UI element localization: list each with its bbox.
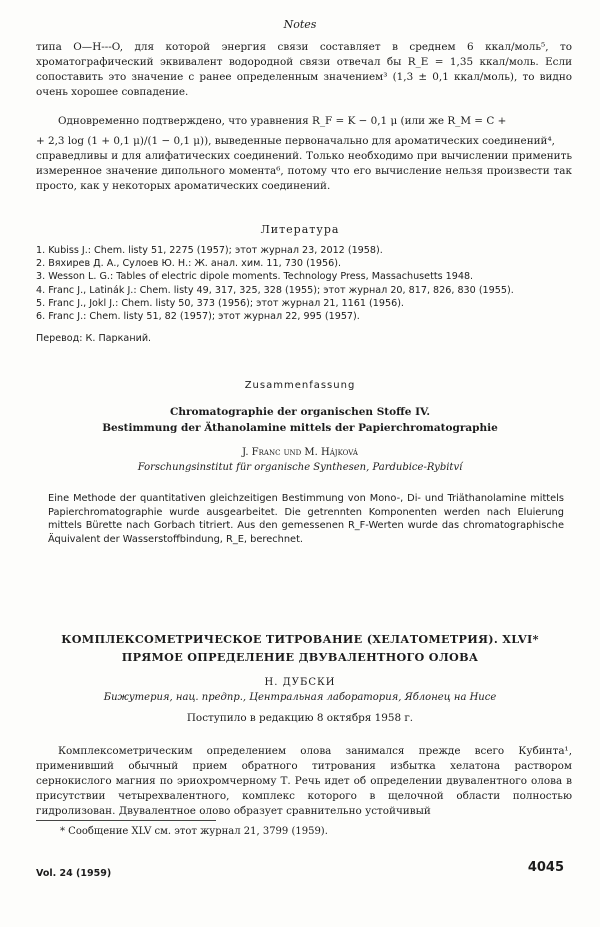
equation-line-1: Одновременно подтверждено, что уравнения R_F = K − 0,1 μ (или же R_M = C +: [58, 115, 507, 127]
article-body: [36, 744, 572, 819]
article-title-1: КОМПЛЕКСОМЕТРИЧЕСКОЕ ТИТРОВАНИЕ (ХЕЛАТОМЕТРИЯ). XLVI*: [61, 632, 539, 646]
article-body-text: Комплексометрическим определением олова занимался прежде всего Кубинта¹, применивший обычный прием обратного титрования избытка хелатона раствором сернокислого магния по эриохромчерному Т. Речь идет об определении двувалентного олова в присутствии четырехвалентного, комплекс которого в щелочной области полностью гидролизован. Двувалентное олово образует сравнительно устойчивый: [36, 745, 572, 817]
journal-volume: Vol. 24 (1959): [36, 868, 112, 879]
equation-line-2: + 2,3 log (1 + 0,1 μ)/(1 − 0,1 μ)), выведенные первоначально для ароматических соединений⁴,: [36, 135, 555, 147]
reference-list: [36, 244, 576, 323]
running-header: Notes: [283, 18, 317, 31]
intro-paragraph-2: [36, 114, 572, 194]
zusammenfassung-institute: Forschungsinstitut für organische Synthesen, Pardubice-Rybitví: [137, 462, 463, 473]
article-title-2: ПРЯМОЕ ОПРЕДЕЛЕНИЕ ДВУВАЛЕНТНОГО ОЛОВА: [121, 650, 479, 664]
intro-paragraph-1: [36, 40, 572, 100]
reference-item: 2. Вяхирев Д. А., Сулоев Ю. Н.: Ж. анал. хим. 11, 730 (1956).: [36, 258, 342, 270]
zusammenfassung-title-2: Bestimmung der Äthanolamine mittels der Papierchromatographie: [102, 422, 498, 434]
article-institute: Бижутерия, нац. предпр., Центральная лаборатория, Яблонец на Нисе: [103, 692, 497, 703]
footnote-rule: [36, 820, 216, 821]
reference-item: 3. Wesson L. G.: Tables of electric dipole moments. Technology Press, Massachusetts 1948.: [36, 271, 474, 283]
article-received-date: Поступило в редакцию 8 октября 1958 г.: [186, 712, 414, 724]
reference-item: 6. Franc J.: Chem. listy 51, 82 (1957); этот журнал 22, 995 (1957).: [36, 311, 360, 323]
zusammenfassung-body: Eine Methode der quantitativen gleichzeitigen Bestimmung von Mono-, Di- und Triäthanolamine mittels Papierchromatographie wurde ausgearbeitet. Die getrennten Komponenten werden nach Eluierung mittels Bürette nach Gorbach titriert. Aus den gemessenen R_F-Werten wurde das chromatographische Äquivalent der Wasserstoffbindung, R_E, berechnet.: [48, 493, 564, 545]
intro-text-2: справедливы и для алифатических соединений. Только необходимо при вычислении применить измеренное значение дипольного момента⁶, потому что его вычисление нельзя произвести так просто, как у некоторых ароматических соединений.: [36, 150, 572, 192]
zusammenfassung-heading: Zusammenfassung: [244, 380, 356, 391]
intro-text-1: типа O—H---O, для которой энергия связи составляет в среднем 6 ккал/моль⁵, то хроматографический эквивалент водородной связи отвечал бы R_E = 1,35 ккал/моль. Если сопоставить это значение с ранее определенным значением³ (1,3 ± 0,1 ккал/моль), то видно очень хорошее совпадение.: [36, 41, 572, 98]
footnote: * Сообщение XLV см. этот журнал 21, 3799 (1959).: [60, 826, 328, 837]
reference-item: 4. Franc J., Latinák J.: Chem. listy 49, 317, 325, 328 (1955); этот журнал 20, 817, 826, 830 (1955).: [36, 284, 514, 296]
literature-heading: Литература: [260, 223, 340, 236]
article-author: Н. ДУБСКИ: [264, 677, 336, 688]
page-number: 4045: [527, 860, 564, 875]
reference-item: 1. Kubiss J.: Chem. listy 51, 2275 (1957); этот журнал 23, 2012 (1958).: [36, 245, 383, 256]
zusammenfassung-authors: J. Franc und M. Hájková: [242, 447, 358, 458]
zusammenfassung-title-1: Chromatographie der organischen Stoffe IV.: [170, 406, 430, 418]
translator-note: Перевод: К. Парканий.: [36, 333, 152, 344]
reference-item: 5. Franc J., Jokl J.: Chem. listy 50, 373 (1956); этот журнал 21, 1161 (1956).: [36, 297, 404, 309]
